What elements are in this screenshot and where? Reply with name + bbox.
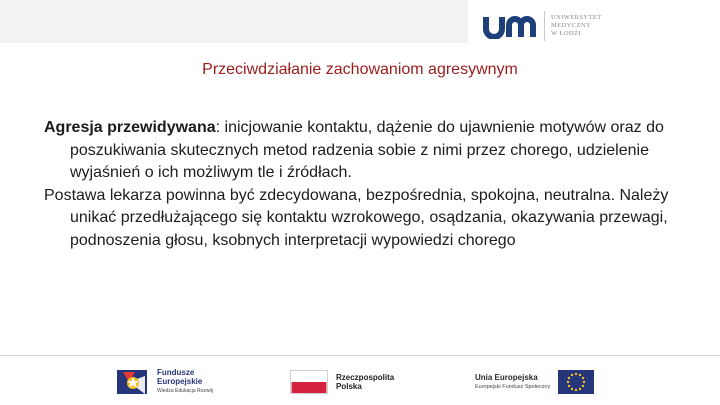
- footer-logos: [0, 362, 720, 405]
- fe-line-1: Fundusze: [157, 368, 195, 377]
- fe-line-2: Europejskie: [157, 377, 203, 386]
- logo-separator: [544, 11, 545, 41]
- rzeczpospolita-polska-logo: [290, 370, 394, 394]
- ue-line-1: Unia Europejska: [475, 372, 538, 382]
- logo-line-1: UNIWERSYTET: [551, 14, 602, 21]
- ue-subtitle: Europejski Fundusz Społeczny: [475, 383, 551, 390]
- rp-text: [336, 373, 394, 391]
- fundusze-europejskie-logo: [115, 368, 213, 396]
- fe-star-icon: [115, 368, 151, 396]
- term-aggression: Agresja przewidywana: [44, 119, 216, 136]
- eu-flag-icon: [558, 370, 594, 394]
- slide-title: Przeciwdziałanie zachowaniom agresywnym: [202, 61, 518, 78]
- logo-line-3: W ŁODZI: [551, 30, 581, 37]
- fe-text: [157, 368, 213, 396]
- ue-text: [475, 373, 550, 392]
- logo-line-2: MEDYCZNY: [551, 22, 592, 29]
- footer-divider: [0, 355, 720, 356]
- um-logo-icon: [482, 13, 540, 39]
- polish-flag-icon: [290, 370, 328, 394]
- unia-europejska-logo: [475, 370, 594, 394]
- aggression-definition: : inicjowanie kontaktu, dążenie do ujawnienie motywów oraz do poszukiwania skutecznych metod radzenia sobie z nimi przez chorego, udzielenie wyjaśnień o ich możliwym tle i źródłach.: [70, 119, 664, 181]
- rp-line-2: Polska: [336, 382, 362, 391]
- paragraph-aggression: [44, 117, 684, 185]
- fe-subtitle: Wiedza Edukacja Rozwój: [157, 388, 214, 394]
- university-name: [551, 14, 602, 38]
- paragraph-doctor-attitude: Postawa lekarza powinna być zdecydowana, bezpośrednia, spokojna, neutralna. Należy unikać przedłużającego się kontaktu wzrokowego, osądzania, okazywania przewagi, podnoszenia głosu, ksobnych interpretacji wypowiedzi chorego: [44, 186, 669, 249]
- university-logo: [482, 11, 602, 41]
- slide-body: [44, 117, 684, 252]
- rp-line-1: Rzeczpospolita: [336, 373, 395, 382]
